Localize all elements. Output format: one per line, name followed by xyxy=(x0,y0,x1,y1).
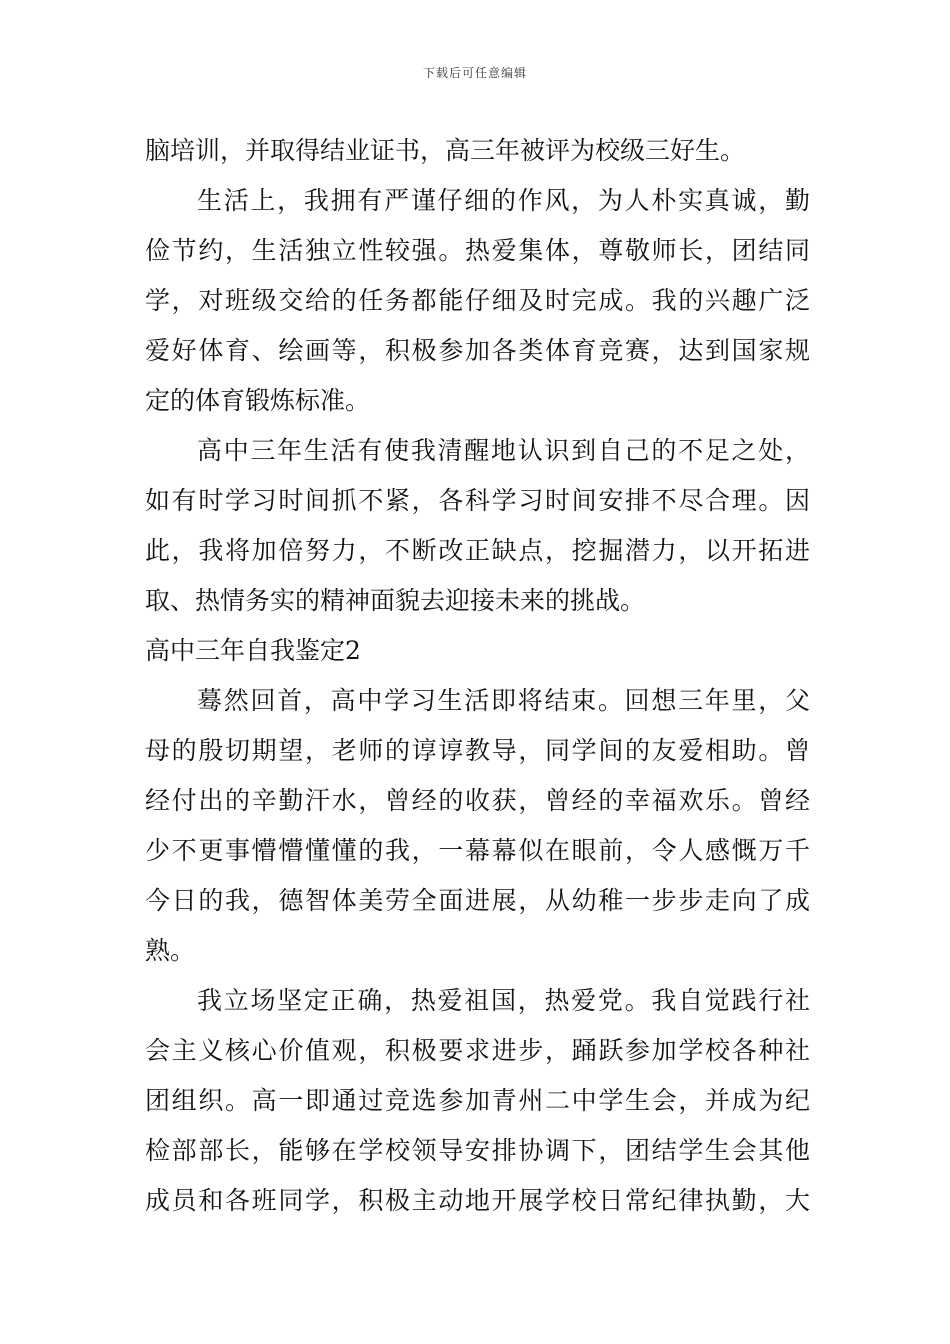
text-line: 学，对班级交给的任务都能仔细及时完成。我的兴趣广泛 xyxy=(145,286,810,315)
text-line: 爱好体育、绘画等，积极参加各类体育竞赛，达到国家规 xyxy=(145,336,810,365)
text-line: 取、热情务实的精神面貌去迎接未来的挑战。 xyxy=(145,586,646,615)
text-line: 团组织。高一即通过竞选参加青州二中学生会，并成为纪 xyxy=(145,1086,810,1115)
text-line: 此，我将加倍努力，不断改正缺点，挖掘潜力，以开拓进 xyxy=(145,536,810,565)
text-line: 检部部长，能够在学校领导安排协调下，团结学生会其他 xyxy=(145,1136,810,1165)
document-body xyxy=(145,126,810,1226)
text-line: 少不更事懵懵懂懂的我，一幕幕似在眼前，令人感慨万千 xyxy=(145,836,810,865)
text-line: 母的殷切期望，老师的谆谆教导，同学间的友爱相助。曾 xyxy=(145,736,810,765)
text-line: 脑培训，并取得结业证书，高三年被评为校级三好生。 xyxy=(145,136,746,165)
text-line: 定的体育锻炼标准。 xyxy=(145,386,371,415)
text-line: 生活上，我拥有严谨仔细的作风，为人朴实真诚，勤 xyxy=(197,186,810,215)
text-line: 蓦然回首，高中学习生活即将结束。回想三年里，父 xyxy=(197,686,810,715)
text-line: 高中三年生活有使我清醒地认识到自己的不足之处， xyxy=(197,436,810,465)
text-line: 经付出的辛勤汗水，曾经的收获，曾经的幸福欢乐。曾经 xyxy=(145,786,810,815)
section-heading: 高中三年自我鉴定2 xyxy=(145,636,361,665)
text-line: 成员和各班同学，积极主动地开展学校日常纪律执勤，大 xyxy=(145,1186,810,1215)
text-line: 如有时学习时间抓不紧，各科学习时间安排不尽合理。因 xyxy=(145,486,810,515)
text-line: 熟。 xyxy=(145,936,196,965)
text-line: 俭节约，生活独立性较强。热爱集体，尊敬师长，团结同 xyxy=(145,236,810,265)
text-line: 会主义核心价值观，积极要求进步，踊跃参加学校各种社 xyxy=(145,1036,810,1065)
text-line: 今日的我，德智体美劳全面进展，从幼稚一步步走向了成 xyxy=(145,886,810,915)
page-header: 下载后可任意编辑 xyxy=(422,66,527,80)
text-line: 我立场坚定正确，热爱祖国，热爱党。我自觉践行社 xyxy=(197,986,810,1015)
